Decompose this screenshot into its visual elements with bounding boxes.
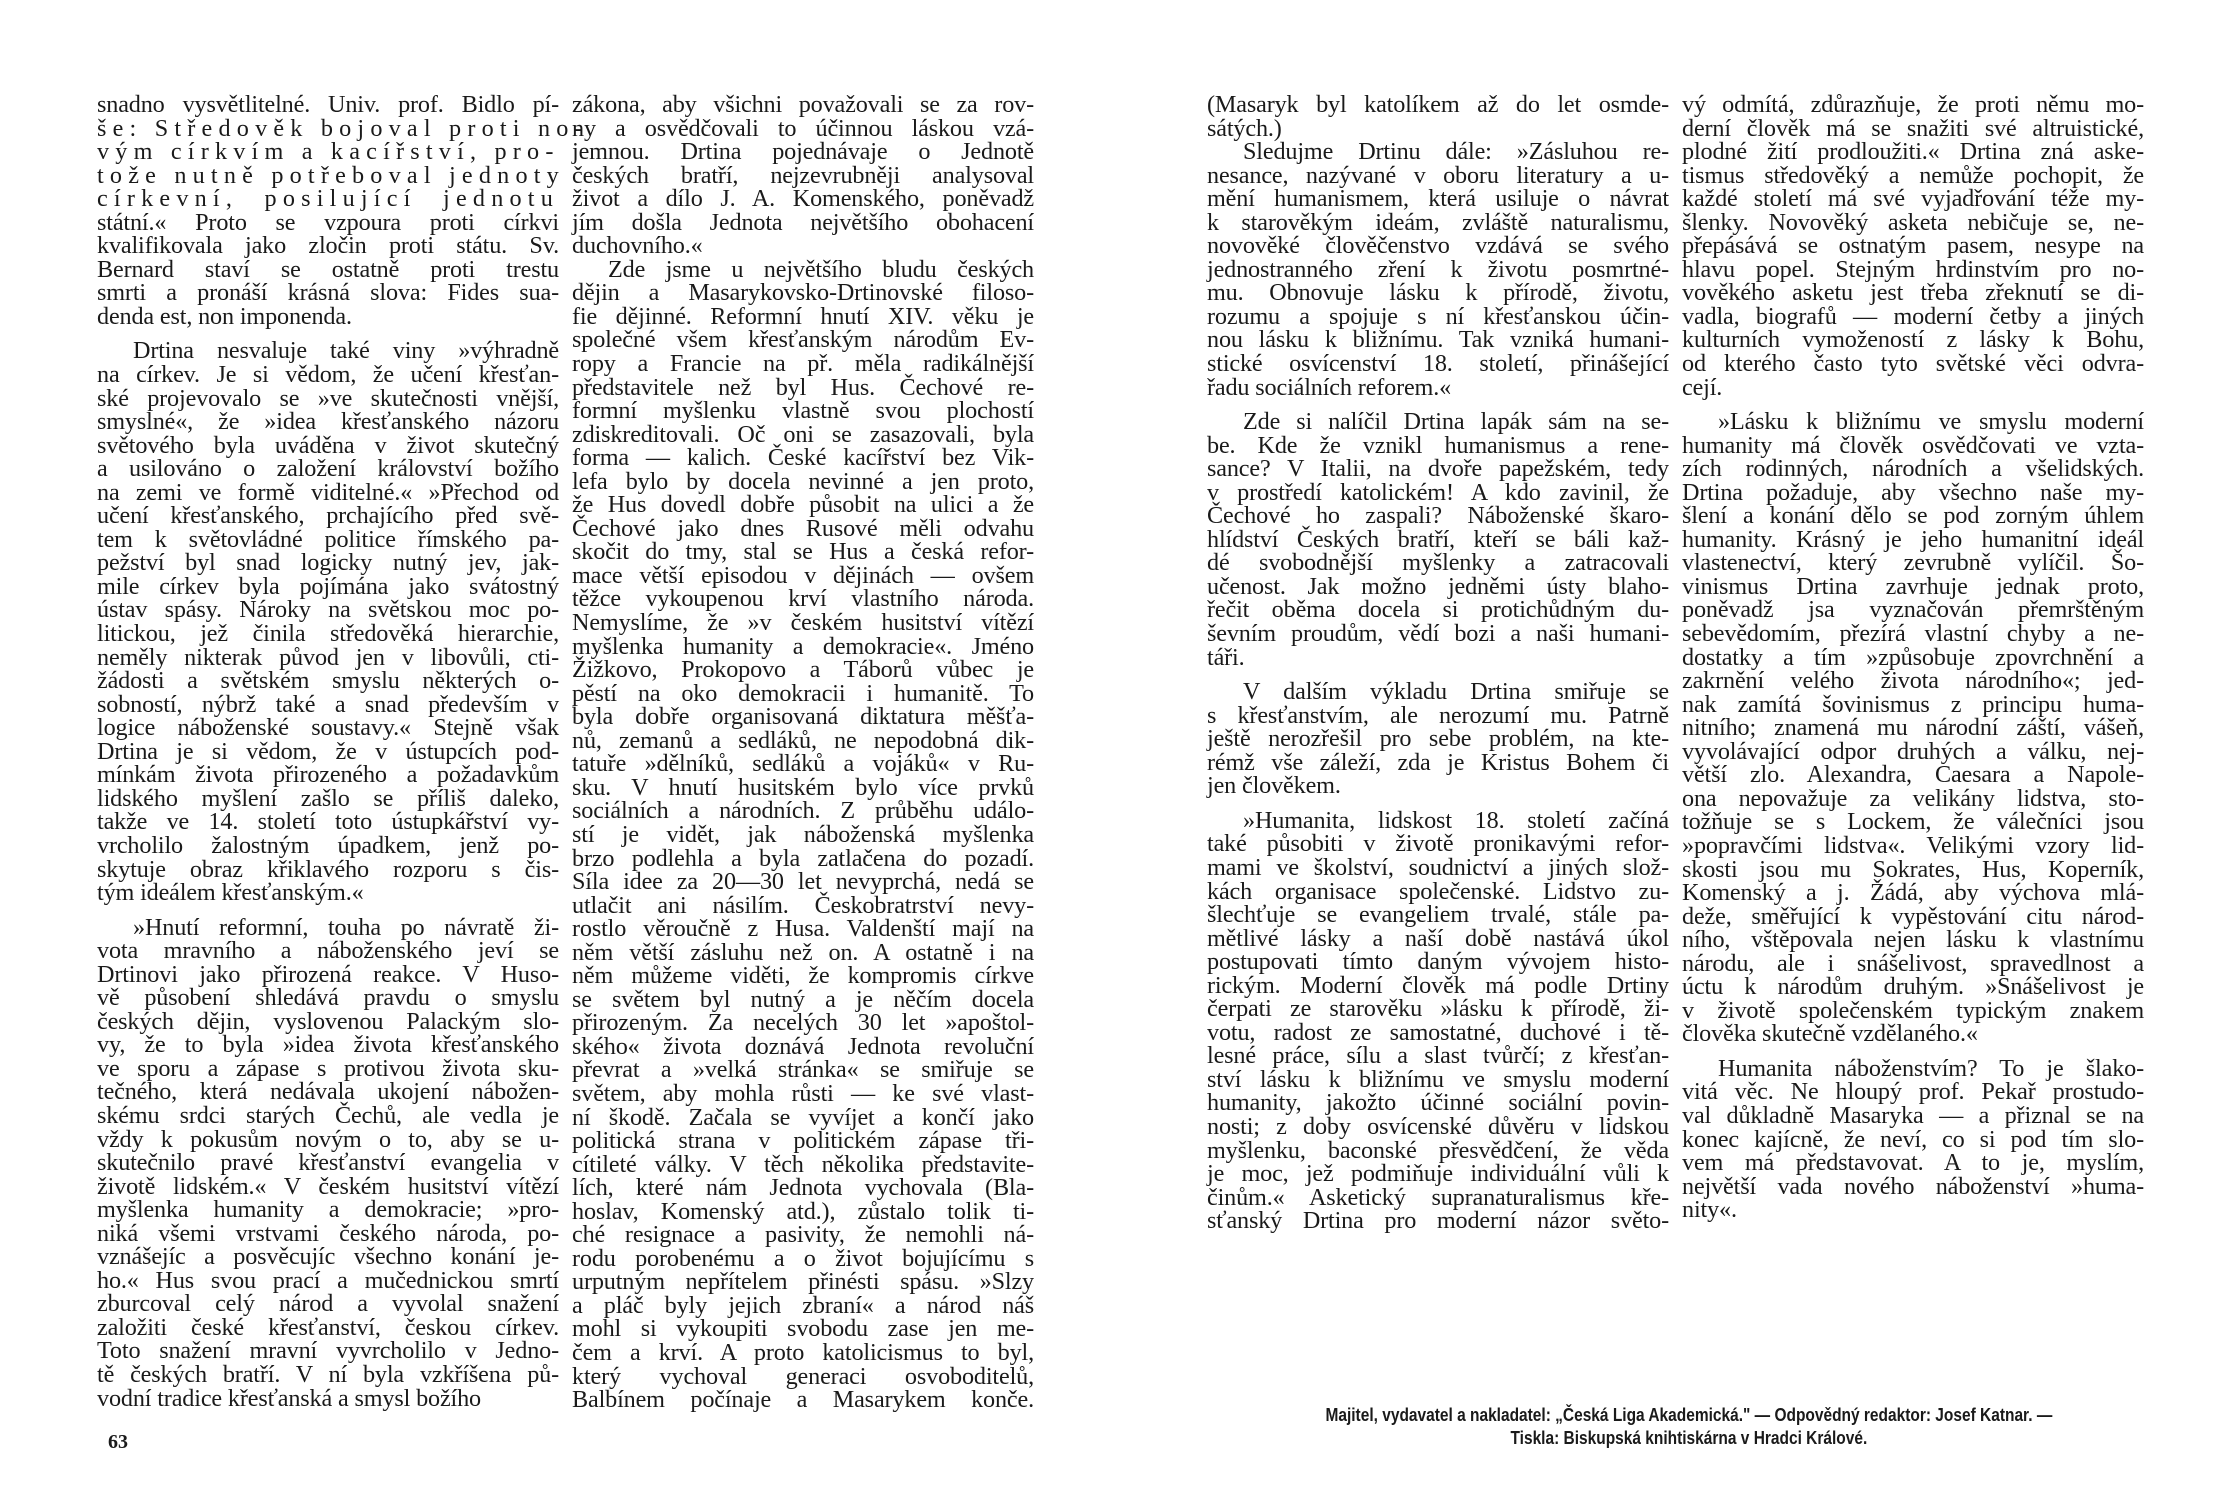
text-line: lích, které nám Jednota vychovala (Bla-: [572, 1174, 1034, 1202]
text-line: hlídství Českých bratří, kteří se báli kaž-: [1207, 525, 1669, 553]
text-line: nitního; znamená mu národní záští, vášeň,: [1682, 714, 2144, 742]
text-line: rozumu a spojuje s ní křesťanskou účin-: [1207, 302, 1669, 330]
text-line: člověka skutečně vzdělaného.«: [1682, 1020, 1978, 1048]
text-line: sťanský Drtina pro moderní názor světo-: [1207, 1207, 1669, 1235]
text-line: pěstí na oko demokracii i humanitě. To: [572, 679, 1034, 707]
text-line: votu, radost ze samostatné, duchové i tě-: [1207, 1018, 1669, 1046]
text-line: še: Středověk bojoval proti no-: [97, 114, 589, 142]
text-line: společné všem křesťanským národům Ev-: [572, 326, 1034, 354]
text-line: v životě společenském typickým znakem: [1682, 996, 2144, 1024]
text-line: vlastenectví, který zevrubně vylíčil. Šo-: [1682, 549, 2144, 577]
text-line: Sledujme Drtinu dále: »Zásluhou re-: [1243, 138, 1669, 166]
text-line: ního, vštěpovala nejen lásku k vlastnímu: [1682, 926, 2144, 954]
text-line: státní.« Proto se vzpoura proti církvi: [97, 208, 559, 236]
text-line: ho.« Hus svou prací a mučednickou smrtí: [97, 1266, 559, 1294]
text-line: úctu k národům druhým. »Snášelivost je: [1682, 973, 2144, 1001]
text-line: humanity má člověk osvědčovati ve vzta-: [1682, 431, 2144, 459]
text-line: v prostředí katolickém! A kdo zavinil, že: [1207, 478, 1669, 506]
paragraph: [572, 255, 1034, 1414]
text-line: vrcholilo žalostným úpadkem, jenž po-: [97, 831, 559, 859]
text-line: zburcoval celý národ a vyvolal snažení: [97, 1290, 559, 1318]
text-line: dějin a Masarykovsko-Drtinovské filoso-: [572, 279, 1034, 307]
publisher-imprint: [1209, 1404, 2169, 1450]
text-line: jemnou. Drtina pojednávaje o Jednotě: [572, 138, 1034, 166]
paragraph: [1207, 93, 1669, 140]
text-line: s křesťanstvím, ale nerozumí mu. Patrně: [1207, 701, 1669, 729]
text-line: »Hnutí reformní, touha po návratě ži-: [133, 913, 559, 941]
text-line: Drtina nesvaluje také viny »výhradně: [133, 337, 559, 365]
paragraph: [1207, 806, 1669, 1235]
text-line: val důkladně Masaryka — a přiznal se na: [1682, 1101, 2144, 1129]
text-line: urputným nepřítelem přinésti spásu. »Slzy: [572, 1268, 1034, 1296]
text-line: mile církev byla pojímána jako svátostný: [97, 572, 559, 600]
imprint-publisher-line: Majitel, vydavatel a nakladatel: „Česká Liga Akademická." — Odpovědný redaktor: Josef Katnar. —: [1325, 1405, 2053, 1425]
text-line: lesné práce, sílu a slast tvůrčí; z křesťan-: [1207, 1042, 1669, 1070]
text-line: ské projevovalo se »ve skutečnosti vnější,: [97, 384, 559, 412]
text-line: niká všemi vrstvami českého národa, po-: [97, 1219, 559, 1247]
text-line: táři.: [1207, 643, 1245, 671]
text-line: na církev. Je si vědom, že učení křesťan-: [97, 361, 559, 389]
text-line: který vychoval generaci osvoboditelů,: [572, 1362, 1034, 1390]
text-line: větší zlo. Alexandra, Caesara a Napole-: [1682, 761, 2144, 789]
text-line: Drtinovi jako přirozená reakce. V Huso-: [97, 960, 559, 988]
text-line: ského« života doznává Jednota revoluční: [572, 1032, 1034, 1060]
text-line: formní myšlenku vlastně svou plochostí: [572, 397, 1034, 425]
text-line: derní člověk má se snažiti své altruistické,: [1682, 114, 2144, 142]
text-line: rodu porobenému a o život bojujícímu s: [572, 1244, 1034, 1272]
text-line: tatuře »dělníků, sedláků a vojáků« v Ru-: [572, 750, 1034, 778]
text-line: mami ve školství, soudnictví a jiných slož-: [1207, 853, 1669, 881]
text-line: něm větší zásluhu než on. A ostatně i na: [572, 938, 1034, 966]
text-line: vy, že to byla »idea života křesťanského: [97, 1031, 559, 1059]
text-line: přepásává se ostnatým pasem, nesype na: [1682, 232, 2144, 260]
text-line: vem má představovat. A to je, myslím,: [1682, 1149, 2144, 1177]
text-line: ní škodě. Začala se vyvíjet a končí jako: [572, 1103, 1034, 1131]
text-line: národu, ale i snášelivost, spravedlnost a: [1682, 949, 2144, 977]
text-line: myšlenka humanity a demokracie; »pro-: [97, 1196, 559, 1224]
text-line: plodné žití prodloužiti.« Drtina zná aske-: [1682, 138, 2144, 166]
text-line: šlechťuje se evangeliem trvalé, stále pa-: [1207, 901, 1669, 929]
text-line: ševním proudům, vědí bozi a naši humani-: [1207, 620, 1669, 648]
text-line: V dalším výkladu Drtina smiřuje se: [1243, 678, 1669, 706]
text-line: žádosti a světském smyslu některých o-: [97, 667, 559, 695]
text-line: na zemi ve formě viditelné.« »Přechod od: [97, 478, 559, 506]
text-line: Drtina je si vědom, že v ústupcích pod-: [97, 737, 559, 765]
text-line: politická strana v politickém zápase tři-: [572, 1127, 1034, 1155]
paragraph: [1682, 1054, 2144, 1224]
text-line: tismus středověký a nemůže pochopit, že: [1682, 161, 2144, 189]
text-line: sátých.): [1207, 114, 1282, 142]
text-line: pežství byl snad logicky nutný jev, jak-: [97, 549, 559, 577]
text-line: nak zamítá šovinismus z principu huma-: [1682, 690, 2144, 718]
text-line: největší vada nového náboženství »huma-: [1682, 1172, 2144, 1200]
text-line: vě působení shledává pravdu o smyslu: [97, 984, 559, 1012]
text-line: Čechové jako dnes Rusové měli odvahu: [572, 514, 1034, 542]
right-page: [1111, 0, 2222, 1500]
text-line: lefa bylo by docela nevinné a jen proto,: [572, 467, 1034, 495]
text-line: životě lidském.« V českém husitství vítězí: [97, 1172, 559, 1200]
text-line: skému srdci starých Čechů, ale vedla je: [97, 1101, 559, 1129]
text-line: skutečnilo pravé křesťanství evangelia v: [97, 1149, 559, 1177]
text-line: Zde jsme u největšího bludu českých: [608, 255, 1034, 283]
text-line: myšlenka humanity a demokracie«. Jméno: [572, 632, 1034, 660]
text-line: hlavu popel. Stejným hrdinstvím pro no-: [1682, 255, 2144, 283]
paragraph: [1207, 680, 1669, 798]
right-page-column-2: [1682, 93, 2144, 1222]
text-line: zích rodinných, národních a všelidských.: [1682, 455, 2144, 483]
text-line: cítileté války. V těch několika představite-: [572, 1150, 1034, 1178]
text-line: vým církvím a kacířství, pro-: [97, 138, 560, 166]
text-line: hoslav, Komenský atd.), zůstalo tolik ti-: [572, 1197, 1034, 1225]
page-number: 63: [108, 1431, 128, 1453]
paragraph: [1207, 410, 1669, 669]
text-line: převrat a »velká stránka« se smiřuje se: [572, 1056, 1034, 1084]
text-line: fie dějinné. Reformní hnutí XIV. věku je: [572, 302, 1034, 330]
text-line: kvalifikovala jako zločin proti státu. Sv.: [97, 232, 559, 260]
text-line: založiti české křesťanství, českou církev.: [97, 1313, 559, 1341]
text-line: stí je vidět, jak náboženská myšlenka: [572, 820, 1034, 848]
text-line: vinismus Drtina zavrhuje jednak proto,: [1682, 572, 2144, 600]
text-line: byla dobře organisovaná diktatura měšťa-: [572, 703, 1034, 731]
paragraph: [572, 93, 1034, 258]
right-page-column-1: [1207, 93, 1669, 1233]
text-line: mínkám života přirozeného a požadavkům: [97, 761, 559, 789]
text-line: utlačit ani násilím. Českobratrství nevy-: [572, 891, 1034, 919]
text-line: učení křesťanského, prchajícího před svě-: [97, 502, 559, 530]
text-line: sobností, nýbrž také a snad především v: [97, 690, 559, 718]
text-line: představitele než byl Hus. Čechové re-: [572, 373, 1034, 401]
text-line: tožňuje se s Lockem, že válečníci jsou: [1682, 808, 2144, 836]
text-line: vověkého asketu jest třeba zřeknutí se di-: [1682, 279, 2144, 307]
text-line: Toto snažení mravní vyvrcholilo v Jedno-: [97, 1337, 559, 1365]
text-line: duchovního.«: [572, 232, 703, 260]
text-line: humanity. Krásný je jeho humanitní ideál: [1682, 525, 2144, 553]
text-line: světového byla uváděna v život skutečný: [97, 431, 559, 459]
text-line: smrti a pronáší krásná slova: Fides sua-: [97, 279, 559, 307]
text-line: nesance, nazývané v oboru literatury a u-: [1207, 161, 1669, 189]
text-line: něm můžeme viděti, že kompromis církve: [572, 962, 1034, 990]
text-line: vadla, biografů — moderní četby a jiných: [1682, 302, 2144, 330]
text-line: mětlivé lásky a naší době nastává úkol: [1207, 924, 1669, 952]
text-line: lidského myšlení zašlo se příliš daleko,: [97, 784, 559, 812]
text-line: čem a krví. A proto katolicismus to byl,: [572, 1338, 1034, 1366]
text-line: vý odmítá, zdůrazňuje, že proti němu mo-: [1682, 91, 2144, 118]
text-line: logice náboženské soustavy.« Stejně však: [97, 714, 559, 742]
text-line: ství lásku k bližnímu ve smyslu moderní: [1207, 1065, 1669, 1093]
text-line: kulturních vymožeností z lásky k Bohu,: [1682, 326, 2144, 354]
text-line: skytuje obraz křiklavého rozporu s čis-: [97, 855, 559, 883]
text-line: »Lásku k bližnímu ve smyslu moderní: [1718, 408, 2144, 436]
text-line: denda est, non imponenda.: [97, 302, 352, 330]
paragraph: [1207, 140, 1669, 399]
text-line: konec kajícně, že neví, co si pod tím slo-: [1682, 1125, 2144, 1153]
left-page-column-1: [97, 91, 589, 1412]
text-line: dostatky a tím »způsobuje zpovrchnění a: [1682, 643, 2144, 671]
text-line: se světem byl nutný a je něčím docela: [572, 985, 1034, 1013]
paragraph: [1682, 410, 2144, 1046]
text-line: Síla idee za 20—30 let nevyprchá, nedá se: [572, 868, 1034, 896]
text-line: dé svobodnější myšlenky a zatracovali: [1207, 549, 1669, 577]
text-line: jednostranného zření k životu posmrtné-: [1207, 255, 1669, 283]
text-line: řadu sociálních reforem.«: [1207, 373, 1452, 401]
text-line: přirozeným. Za necelých 30 let »apoštol-: [572, 1009, 1034, 1037]
text-line: českých bratří, nejzevrubněji analysoval: [572, 161, 1034, 189]
text-line: deže, směřující k vypěstování citu národ-: [1682, 902, 2144, 930]
text-line: nosti; z doby osvícenské důvěru v lidskou: [1207, 1112, 1669, 1140]
text-line: je moc, jež podmiňuje individuální vůli k: [1207, 1160, 1669, 1188]
text-line: ché resignace a pasivity, že nemohli ná-: [572, 1221, 1034, 1249]
text-line: a usilováno o založení království božího: [97, 455, 559, 483]
text-line: mění humanismem, která usiluje o návrat: [1207, 185, 1669, 213]
text-line: sebevědomím, přezírá vlastní chyby a ne-: [1682, 620, 2144, 648]
text-line: neměly nikterak původ jen v libovůli, cti-: [97, 643, 559, 671]
text-line: církevní, posilující jednotu: [97, 185, 559, 213]
text-line: šlenky. Novověký asketa nebičuje se, ne-: [1682, 208, 2144, 236]
text-line: vyvolávající odpor druhých a válku, nej-: [1682, 737, 2144, 765]
text-line: skosti jsou mu Sokrates, Hus, Koperník,: [1682, 855, 2144, 883]
text-line: tě českých bratří. V ní byla vzkříšena pů-: [97, 1360, 559, 1388]
text-line: smyslné«, že »idea křesťanského názoru: [97, 408, 559, 436]
text-line: činům.« Asketický supranaturalismus kře-: [1207, 1183, 1669, 1211]
text-line: ny a osvědčovali to účinnou láskou vzá-: [572, 114, 1034, 142]
left-page-column-2: [572, 93, 1034, 1412]
text-line: učenost. Jak možno jedněmi ústy blaho-: [1207, 572, 1669, 600]
text-line: »popravčími lidstva«. Velikými vzory lid-: [1682, 831, 2144, 859]
text-line: Nemyslíme, že »v českém husitství vítězí: [572, 609, 1034, 637]
text-line: cejí.: [1682, 373, 1723, 401]
text-line: skočit do tmy, stal se Hus a česká refor-: [572, 538, 1034, 566]
text-line: novověké člověčenstvo vzdává se svého: [1207, 232, 1669, 260]
text-line: sku. V hnutí husitském bylo více prvků: [572, 773, 1034, 801]
text-line: od kterého často tyto světské věci odvra-: [1682, 350, 2144, 378]
text-line: rémž vše záleží, zda je Kristus Bohem či: [1207, 748, 1669, 776]
text-line: ve sporu a zápase s protivou života sku-: [97, 1054, 559, 1082]
paragraph: [97, 337, 559, 907]
text-line: humanity, jakožto účinné sociální povin-: [1207, 1089, 1669, 1117]
text-line: be. Kde že vznikl humanismus a rene-: [1207, 431, 1669, 459]
text-line: rostlo věroučně z Husa. Valdenští mají na: [572, 915, 1034, 943]
text-line: k starověkým ideám, zvláště naturalismu,: [1207, 208, 1669, 236]
text-line: ropy a Francie na př. měla radikálnější: [572, 350, 1034, 378]
text-line: snadno vysvětlitelné. Univ. prof. Bidlo pí-: [97, 91, 559, 118]
text-line: ona nepovažuje za velikány lidstva, sto-: [1682, 784, 2144, 812]
text-line: českých dějin, vyslovenou Palackým slo-: [97, 1007, 559, 1035]
text-line: zákona, aby všichni považovali se za rov-: [572, 91, 1034, 118]
text-line: sance? V Italii, na dvoře papežském, tedy: [1207, 455, 1669, 483]
text-line: stické osvícenství 18. století, přinášející: [1207, 350, 1669, 378]
text-line: život a dílo J. A. Komenského, poněvadž: [572, 185, 1034, 213]
text-line: Žižkovo, Prokopovo a Táborů vůbec je: [572, 656, 1034, 684]
paragraph: [1682, 93, 2144, 399]
text-line: mace větší episodou v dějinách — ovšem: [572, 561, 1034, 589]
text-line: myšlenku, baconské přesvědčení, že věda: [1207, 1136, 1669, 1164]
text-line: (Masaryk byl katolíkem až do let osmde-: [1207, 91, 1669, 118]
imprint-printer-line: Tiskla: Biskupská knihtiskárna v Hradci Králové.: [1510, 1428, 1868, 1448]
text-line: mu. Obnovuje lásku k přírodě, životu,: [1207, 279, 1669, 307]
text-line: a pláč byly jejich zbraní« a národ náš: [572, 1291, 1034, 1319]
text-line: ještě nerozřešil pro sebe problém, na kte-: [1207, 725, 1669, 753]
text-line: postupovati tímto daným vývojem histo-: [1207, 948, 1669, 976]
text-line: rickým. Moderní člověk má podle Drtiny: [1207, 971, 1669, 999]
text-line: světem, aby mohla růsti — ke své vlast-: [572, 1079, 1034, 1107]
text-line: Zde si nalíčil Drtina lapák sám na se-: [1243, 408, 1669, 436]
text-line: nity«.: [1682, 1196, 1737, 1224]
text-line: zdiskreditovali. Oč oni se zasazovali, byla: [572, 420, 1034, 448]
text-line: řečit oběma docela si protichůdným du-: [1207, 596, 1669, 624]
text-line: Drtina požaduje, aby všechno naše my-: [1682, 478, 2144, 506]
text-line: vodní tradice křesťanská a smysl božího: [97, 1384, 481, 1412]
text-line: takže ve 14. století toto ústupkářství vy-: [97, 808, 559, 836]
text-line: forma — kalich. České kacířství bez Vik-: [572, 444, 1034, 472]
text-line: jím došla Jednota největšího obohacení: [572, 208, 1034, 236]
paragraph: [97, 91, 589, 330]
text-line: vznášejíc a posvěcujíc všechno konání je-: [97, 1243, 559, 1271]
text-line: Bernard staví se ostatně proti trestu: [97, 255, 559, 283]
text-line: litickou, jež činila středověká hierarchie,: [97, 620, 559, 648]
text-line: Čechové ho zaspali? Náboženské škaro-: [1207, 502, 1669, 530]
text-line: nů, zemanů a sedláků, ne nepodobná dik-: [572, 726, 1034, 754]
text-line: Humanita náboženstvím? To je šlako-: [1718, 1054, 2144, 1082]
text-line: vota mravního a náboženského jeví se: [97, 937, 559, 965]
text-line: těžce vykoupenou krví vlastního národa.: [572, 585, 1034, 613]
text-line: kách organisace společenské. Lidstvo zu-: [1207, 877, 1669, 905]
text-line: čerpati ze starověku »lásku k přírodě, ži-: [1207, 995, 1669, 1023]
text-line: vždy k pokusům novým o to, aby se u-: [97, 1125, 559, 1153]
text-line: Komenský a j. Žádá, aby výchova mlá-: [1682, 879, 2144, 907]
text-line: sociálních a národních. Z průběhu událo-: [572, 797, 1034, 825]
text-line: tým ideálem křesťanským.«: [97, 879, 364, 907]
text-line: jen člověkem.: [1207, 772, 1341, 800]
text-line: že Hus dovedl dobře působit na ulici a že: [572, 491, 1034, 519]
text-line: Balbínem počínaje a Masarykem konče.: [572, 1386, 1034, 1414]
text-line: »Humanita, lidskost 18. století začíná: [1243, 806, 1669, 834]
text-line: brzo podlehla a byla zatlačena do pozadí.: [572, 844, 1034, 872]
text-line: nou lásku k bližnímu. Tak vzniká humani-: [1207, 326, 1669, 354]
text-line: poněvadž jsa vyznačován přemrštěným: [1682, 596, 2144, 624]
text-line: vitá věc. Ne hloupý prof. Pekař prostudo-: [1682, 1078, 2144, 1106]
text-line: ústav spásy. Nároky na světskou moc po-: [97, 596, 559, 624]
text-line: tem k světovládné politice římského pa-: [97, 525, 559, 553]
paragraph: [97, 913, 559, 1412]
text-line: tože nutně potřeboval jednoty: [97, 161, 565, 189]
text-line: mohl si vykoupiti svobodu zase jen me-: [572, 1315, 1034, 1343]
text-line: zakrnění velého života národního«; jed-: [1682, 667, 2144, 695]
text-line: také působiti v životě pronikavými refor-: [1207, 830, 1669, 858]
text-line: tečného, která nedávala ukojení nábožen-: [97, 1078, 559, 1106]
text-line: šlení a konání dělo se pod zorným úhlem: [1682, 502, 2144, 530]
text-line: každé století má své vyjadřování téže my-: [1682, 185, 2144, 213]
